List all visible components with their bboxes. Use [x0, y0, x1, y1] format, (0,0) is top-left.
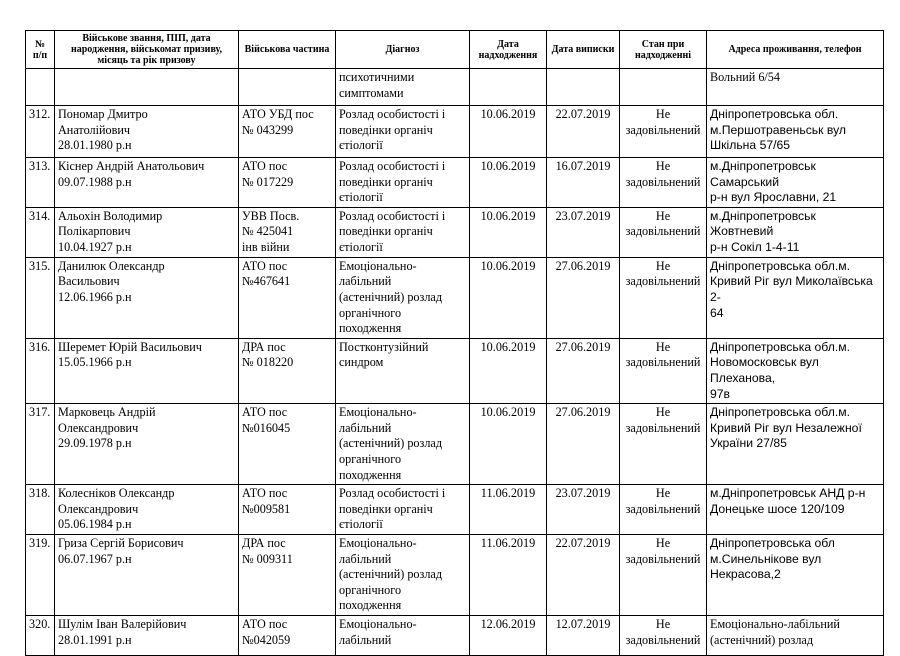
row-date-in: 11.06.2019	[470, 535, 547, 616]
row-state: Не задовільнений	[620, 485, 707, 535]
header-name: Військове звання, ПІП, дата народження, військомат призиву, місяць та рік призову	[55, 31, 239, 69]
row-num: 312.	[26, 106, 55, 158]
row-date-out: 27.06.2019	[547, 404, 620, 485]
table-row	[26, 338, 884, 403]
row-unit: АТО пос №467641	[239, 257, 336, 338]
row-address: м.Дніпропетровськ Самарський р-н вул Ярославни, 21	[707, 158, 884, 208]
table-row	[26, 106, 884, 158]
row-date-in: 10.06.2019	[470, 257, 547, 338]
row-date-out: 23.07.2019	[547, 485, 620, 535]
row-state	[620, 69, 707, 106]
row-address: Дніпропетровська обл. м.Першотравеньськ вул Шкільна 57/65	[707, 106, 884, 158]
header-state: Стан при надходженні	[620, 31, 707, 69]
row-diagnosis: Розлад особистості і поведінки органіч єтіології	[336, 207, 470, 257]
row-name: Кіснер Андрій Анатольович 09.07.1988 р.н	[55, 158, 239, 208]
row-diagnosis: Емоціонально- лабільний (астенічний) розлад органічного походження	[336, 257, 470, 338]
header-diagnosis: Діагноз	[336, 31, 470, 69]
row-name: Шулім Іван Валерійович 28.01.1991 р.н	[55, 616, 239, 656]
row-address: Вольний 6/54	[707, 69, 884, 106]
row-address: Дніпропетровська обл м.Синельнікове вул Некрасова,2	[707, 535, 884, 616]
patients-table	[25, 30, 884, 656]
row-date-out: 27.06.2019	[547, 257, 620, 338]
row-num: 315.	[26, 257, 55, 338]
row-diagnosis: Емоціонально- лабільний (астенічний) розлад органічного походження	[336, 535, 470, 616]
row-diagnosis: психотичними симптомами	[336, 69, 470, 106]
row-date-in: 10.06.2019	[470, 106, 547, 158]
row-unit: АТО пос №042059	[239, 616, 336, 656]
row-unit: АТО пос №016045	[239, 404, 336, 485]
row-address: Дніпропетровська обл.м. Кривий Ріг вул Незалежної України 27/85	[707, 404, 884, 485]
row-num: 318.	[26, 485, 55, 535]
row-unit: УВВ Посв. № 425041 інв війни	[239, 207, 336, 257]
header-date-in: Дата надходження	[470, 31, 547, 69]
row-num: 319.	[26, 535, 55, 616]
row-address: Дніпропетровська обл.м. Новомосковськ вул Плеханова, 97в	[707, 338, 884, 403]
row-date-out: 16.07.2019	[547, 158, 620, 208]
row-unit: АТО УБД пос № 043299	[239, 106, 336, 158]
row-date-out: 27.06.2019	[547, 338, 620, 403]
row-state: Не задовільнений	[620, 338, 707, 403]
row-name: Пономар Дмитро Анатолійович 28.01.1980 р.н	[55, 106, 239, 158]
row-state: Не задовільнений	[620, 616, 707, 656]
row-date-out: 12.07.2019	[547, 616, 620, 656]
row-diagnosis: Емоціонально- лабільний	[336, 616, 470, 656]
row-date-in: 10.06.2019	[470, 404, 547, 485]
row-date-in: 11.06.2019	[470, 485, 547, 535]
row-name: Колесніков Олександр Олександрович 05.06.1984 р.н	[55, 485, 239, 535]
row-state: Не задовільнений	[620, 158, 707, 208]
table-row	[26, 207, 884, 257]
row-name: Альохін Володимир Полікарпович 10.04.1927 р.н	[55, 207, 239, 257]
row-num: 313.	[26, 158, 55, 208]
row-name: Шеремет Юрій Васильович 15.05.1966 р.н	[55, 338, 239, 403]
row-date-out: 22.07.2019	[547, 535, 620, 616]
row-unit: АТО пос №009581	[239, 485, 336, 535]
table-header-row	[26, 31, 884, 69]
row-diagnosis: Розлад особистості і поведінки органіч єтіології	[336, 485, 470, 535]
row-name: Марковець Андрій Олександрович 29.09.1978 р.н	[55, 404, 239, 485]
row-state: Не задовільнений	[620, 257, 707, 338]
row-date-out: 23.07.2019	[547, 207, 620, 257]
table-row	[26, 69, 884, 106]
row-name	[55, 69, 239, 106]
row-state: Не задовільнений	[620, 535, 707, 616]
row-diagnosis: Емоціонально- лабільний (астенічний) розлад органічного походження	[336, 404, 470, 485]
table-row	[26, 535, 884, 616]
row-unit: ДРА пос № 009311	[239, 535, 336, 616]
row-state: Не задовільнений	[620, 207, 707, 257]
row-state: Не задовільнений	[620, 106, 707, 158]
row-diagnosis: Розлад особистості і поведінки органіч єтіології	[336, 106, 470, 158]
row-num: 316.	[26, 338, 55, 403]
row-address: м.Дніпропетровськ АНД р-н Донецьке шосе 120/109	[707, 485, 884, 535]
row-date-in: 12.06.2019	[470, 616, 547, 656]
row-date-out: 22.07.2019	[547, 106, 620, 158]
table-row	[26, 404, 884, 485]
row-num: 320.	[26, 616, 55, 656]
header-num: № п/п	[26, 31, 55, 69]
row-unit	[239, 69, 336, 106]
row-num	[26, 69, 55, 106]
row-date-in: 10.06.2019	[470, 207, 547, 257]
header-unit: Військова частина	[239, 31, 336, 69]
row-address: Емоціонально-лабільний (астенічний) розлад	[707, 616, 884, 656]
header-date-out: Дата виписки	[547, 31, 620, 69]
row-date-in: 10.06.2019	[470, 338, 547, 403]
row-num: 314.	[26, 207, 55, 257]
table-row	[26, 485, 884, 535]
row-unit: ДРА пос № 018220	[239, 338, 336, 403]
row-state: Не задовільнений	[620, 404, 707, 485]
table-row	[26, 158, 884, 208]
row-address: м.Дніпропетровськ Жовтневий р-н Сокіл 1-4-11	[707, 207, 884, 257]
row-date-out	[547, 69, 620, 106]
row-name: Гриза Сергій Борисович 06.07.1967 р.н	[55, 535, 239, 616]
row-diagnosis: Розлад особистості і поведінки органіч єтіології	[336, 158, 470, 208]
row-unit: АТО пос № 017229	[239, 158, 336, 208]
header-address: Адреса проживання, телефон	[707, 31, 884, 69]
row-date-in	[470, 69, 547, 106]
row-name: Данилюк Олександр Васильович 12.06.1966 р.н	[55, 257, 239, 338]
row-date-in: 10.06.2019	[470, 158, 547, 208]
row-num: 317.	[26, 404, 55, 485]
row-address: Дніпропетровська обл.м. Кривий Ріг вул Миколаївська 2- 64	[707, 257, 884, 338]
row-diagnosis: Постконтузійний синдром	[336, 338, 470, 403]
table-row	[26, 257, 884, 338]
